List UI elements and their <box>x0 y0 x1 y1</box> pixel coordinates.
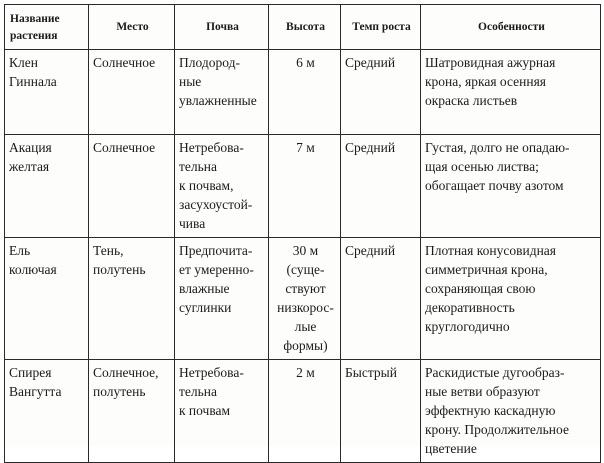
cell-height: 6 м <box>269 50 341 135</box>
cell-growth-rate: Средний <box>341 50 421 135</box>
cell-place: Солнечное <box>89 50 175 135</box>
cell-plant-name: Спирея Вангутта <box>5 360 89 463</box>
cell-place: Солнечное, полутень <box>89 360 175 463</box>
cell-plant-name: Ель колючая <box>5 238 89 360</box>
cell-features: Плотная конусовидная симметричная крона, сохраняющая свою декоративность круглогодично <box>421 238 601 360</box>
cell-place: Тень, полутень <box>89 238 175 360</box>
cell-soil: Нетребова- тельна к почвам, засухоустой- чива <box>175 135 269 238</box>
header-growth-rate: Темп роста <box>341 5 421 50</box>
cell-height: 7 м <box>269 135 341 238</box>
table-row <box>5 50 601 135</box>
cell-place: Солнечное <box>89 135 175 238</box>
cell-growth-rate: Средний <box>341 238 421 360</box>
header-plant-name-text: Название растения <box>10 12 60 42</box>
plants-table <box>4 4 601 463</box>
cell-growth-rate: Средний <box>341 135 421 238</box>
cell-plant-name: Акация желтая <box>5 135 89 238</box>
document-page <box>4 4 600 456</box>
cell-features: Густая, долго не опадаю- щая осенью листва; обогащает почву азотом <box>421 135 601 238</box>
cell-features: Раскидистые дугообраз- ные ветви образуют эффектную каскадную крону. Продолжительное цветение <box>421 360 601 463</box>
table-row <box>5 238 601 360</box>
cell-plant-name: Клен Гиннала <box>5 50 89 135</box>
table-row <box>5 135 601 238</box>
cell-height: 30 м (суще- ствуют низкорос- лые формы) <box>269 238 341 360</box>
header-height: Высота <box>269 5 341 50</box>
cell-height: 2 м <box>269 360 341 463</box>
table-row <box>5 360 601 463</box>
cell-soil: Предпочита- ет умеренно- влажные суглинки <box>175 238 269 360</box>
cell-growth-rate: Быстрый <box>341 360 421 463</box>
cell-features: Шатровидная ажурная крона, яркая осенняя окраска листьев <box>421 50 601 135</box>
header-place: Место <box>89 5 175 50</box>
header-soil: Почва <box>175 5 269 50</box>
header-features: Особенности <box>421 5 601 50</box>
header-row <box>5 5 601 50</box>
cell-soil: Плодород- ные увлажненные <box>175 50 269 135</box>
cell-soil: Нетребова- тельна к почвам <box>175 360 269 463</box>
header-plant-name <box>5 5 89 50</box>
